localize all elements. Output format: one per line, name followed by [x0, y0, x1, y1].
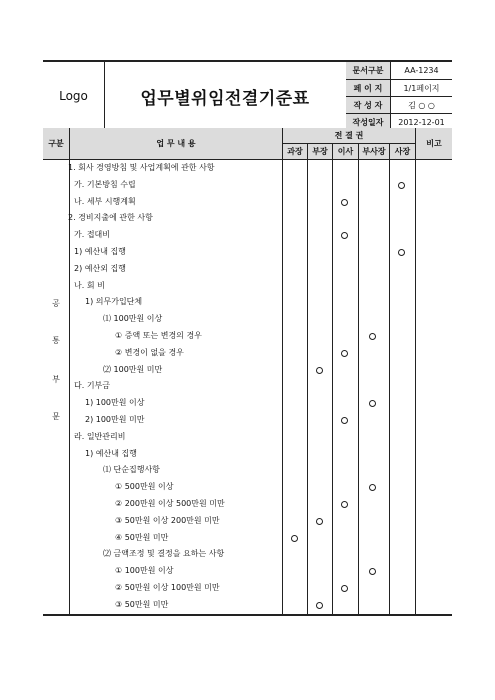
task-item: 라. 일반관리비: [74, 431, 126, 441]
task-item: ⑵ 100만원 미만: [103, 364, 163, 374]
task-item: ⑵ 금액조정 및 결정을 요하는 사항: [103, 549, 225, 559]
approval-mark: [341, 501, 348, 508]
task-item: 2) 예산외 집행: [74, 263, 126, 273]
approval-mark: [369, 400, 376, 407]
task-item: 1. 회사 경영방침 및 사업계획에 관한 사항: [68, 163, 215, 172]
divider: [282, 128, 283, 614]
approval-mark: [316, 518, 323, 525]
meta-row-author: [346, 96, 452, 114]
meta-box: [346, 62, 452, 130]
meta-value: 김 ○ ○: [408, 101, 435, 110]
approval-mark: [398, 249, 405, 256]
header-approver: 이사: [333, 144, 358, 159]
header-approver: 부장: [308, 144, 332, 159]
approval-mark: [341, 350, 348, 357]
approval-mark: [341, 199, 348, 206]
task-item: 다. 기부금: [74, 381, 110, 391]
header-remarks: 비고: [416, 128, 452, 159]
divider: [415, 128, 416, 614]
divider: [43, 159, 452, 160]
task-item: 1) 예산내 집행: [74, 247, 126, 256]
approval-mark: [316, 602, 323, 609]
meta-label: 작 성 자: [346, 97, 391, 114]
task-item: ② 변경이 없을 경우: [115, 347, 184, 357]
meta-label: 문서구분: [346, 62, 391, 79]
divider: [283, 143, 415, 144]
task-item: ② 200만원 이상 500만원 미만: [115, 499, 225, 508]
meta-value: AA-1234: [404, 66, 439, 75]
header-task: 업 무 내 용: [70, 128, 282, 159]
task-item: 나. 세부 시행계획: [74, 196, 136, 206]
task-item: 1) 100만원 이상: [85, 398, 145, 408]
meta-label: 페 이 지: [346, 80, 391, 97]
meta-value: 1/1페이지: [403, 84, 440, 93]
header-authority: 전 결 권: [283, 128, 415, 143]
section-label-char: 공: [52, 299, 60, 308]
meta-row-doc-type: [346, 62, 452, 79]
task-item: ③ 50만원 미만: [115, 599, 169, 609]
task-item: 가. 기본방침 수립: [74, 179, 136, 189]
document-header: [43, 60, 452, 131]
task-item: 나. 회 비: [74, 280, 105, 290]
header-approver: 사장: [390, 144, 415, 159]
task-item: ⑴ 단순집행사항: [103, 465, 160, 475]
approval-mark: [316, 367, 323, 374]
header-approver: 부사장: [359, 144, 389, 159]
task-item: ② 50만원 이상 100만원 미만: [115, 583, 220, 592]
approval-mark: [369, 333, 376, 340]
authority-table: [43, 128, 452, 616]
logo: Logo: [43, 62, 105, 130]
approval-mark: [341, 232, 348, 239]
section-label-char: 문: [52, 412, 60, 421]
approval-mark: [291, 535, 298, 542]
section-label-char: 부: [52, 375, 60, 384]
meta-value: 2012-12-01: [398, 118, 445, 127]
divider: [69, 128, 70, 614]
task-item: 1) 의무가입단체: [85, 297, 143, 307]
task-item: 2. 경비지출에 관한 사항: [68, 213, 153, 223]
approval-mark: [369, 484, 376, 491]
task-item: 가. 접대비: [74, 230, 110, 240]
task-item: ① 100만원 이상: [115, 566, 174, 576]
approval-mark: [398, 182, 405, 189]
header-category: 구분: [43, 128, 69, 159]
approval-mark: [369, 568, 376, 575]
section-label-char: 통: [52, 336, 60, 345]
document-title: 업무별위임전결기준표: [104, 62, 347, 130]
task-item: 2) 100만원 미만: [85, 415, 145, 424]
task-item: ③ 50만원 이상 200만원 미만: [115, 515, 220, 525]
header-approver: 과장: [283, 144, 307, 159]
task-item: ④ 50만원 미만: [115, 532, 169, 542]
approval-mark: [341, 417, 348, 424]
task-item: 1) 예산내 집행: [85, 448, 137, 458]
task-item: ① 증액 또는 변경의 경우: [115, 331, 202, 340]
meta-label: 작성일자: [346, 114, 391, 131]
approval-mark: [341, 585, 348, 592]
task-item: ① 500만원 이상: [115, 482, 174, 492]
task-item: ⑴ 100만원 이상: [103, 314, 163, 324]
meta-row-page: [346, 79, 452, 97]
